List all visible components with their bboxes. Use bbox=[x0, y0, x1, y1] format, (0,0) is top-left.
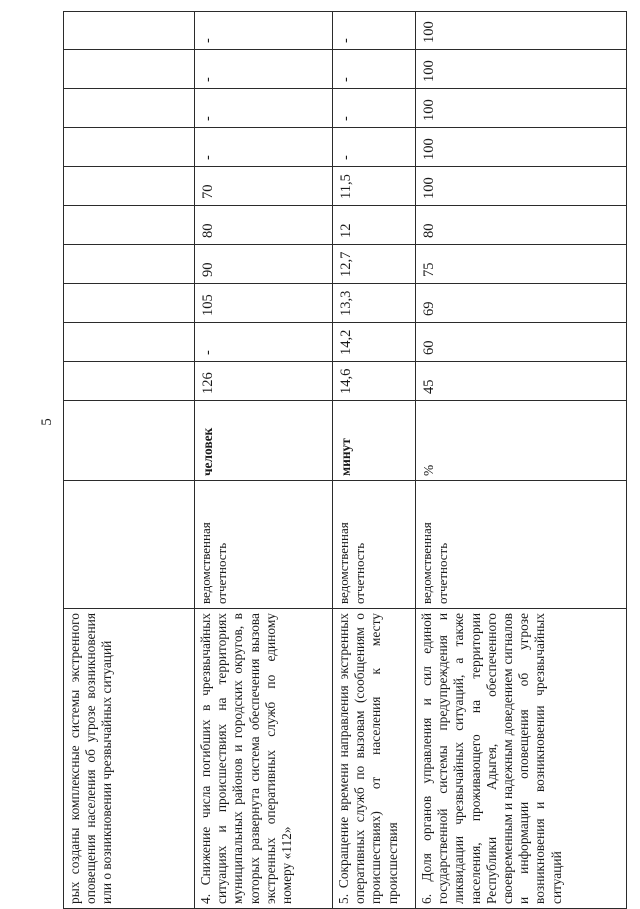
value-cell: 14,6 bbox=[333, 362, 416, 401]
table-row bbox=[333, 12, 416, 909]
value-cell bbox=[64, 89, 195, 128]
value-cell: - bbox=[333, 128, 416, 167]
value-cell bbox=[64, 50, 195, 89]
value-cell: - bbox=[333, 89, 416, 128]
value-cell: 105 bbox=[195, 284, 333, 323]
unit-cell bbox=[64, 401, 195, 481]
unit-cell: % bbox=[416, 401, 627, 481]
value-cell: 75 bbox=[416, 245, 627, 284]
value-cell: 100 bbox=[416, 89, 627, 128]
indicator-cell: 5. Сокращение времени направления экстренных оперативных служб по вызовам (сообщениям о происшествиях) от населения к месту происшествия bbox=[333, 609, 416, 909]
value-cell bbox=[64, 362, 195, 401]
value-cell: 100 bbox=[416, 167, 627, 206]
value-cell bbox=[64, 12, 195, 50]
indicator-cell: 4. Снижение числа погибших в чрезвычайных ситуациях и происшествиях на территориях муниципальных районов и городских округов, в которых развернута система обеспечения вызова экстренных оперативных служб по единому номеру «112» bbox=[195, 609, 333, 909]
value-cell bbox=[64, 323, 195, 362]
value-cell bbox=[64, 284, 195, 323]
table-row bbox=[64, 12, 195, 909]
indicators-table bbox=[63, 11, 627, 909]
indicators-table-container bbox=[63, 12, 626, 909]
value-cell: - bbox=[195, 12, 333, 50]
value-cell: 60 bbox=[416, 323, 627, 362]
value-cell: 45 bbox=[416, 362, 627, 401]
source-cell: ведомственная отчетность bbox=[333, 481, 416, 609]
value-cell: 90 bbox=[195, 245, 333, 284]
value-cell: 69 bbox=[416, 284, 627, 323]
value-cell: 12,7 bbox=[333, 245, 416, 284]
source-cell: ведомственная отчетность bbox=[416, 481, 627, 609]
table-row bbox=[416, 12, 627, 909]
value-cell: 100 bbox=[416, 12, 627, 50]
value-cell: - bbox=[195, 323, 333, 362]
value-cell: - bbox=[195, 89, 333, 128]
indicator-cell: 6. Доля органов управления и сил единой государственной системы предупреждения и ликвидации чрезвычайных ситуаций, а также населения, проживающего на территории Республики Адыгея, обеспеченного своевременным и надежным доведением сигналов и информации оповещения об угрозе возникновения и возникновении чрезвычайных ситуаций bbox=[416, 609, 627, 909]
value-cell: 80 bbox=[416, 206, 627, 245]
page-number: 5 bbox=[39, 418, 55, 426]
value-cell: 13,3 bbox=[333, 284, 416, 323]
source-cell bbox=[64, 481, 195, 609]
value-cell: 14,2 bbox=[333, 323, 416, 362]
rotated-sheet bbox=[63, 12, 626, 909]
value-cell: - bbox=[333, 50, 416, 89]
value-cell: 100 bbox=[416, 50, 627, 89]
unit-cell: человек bbox=[195, 401, 333, 481]
value-cell: 11,5 bbox=[333, 167, 416, 206]
source-cell: ведомственная отчетность bbox=[195, 481, 333, 609]
value-cell: 100 bbox=[416, 128, 627, 167]
unit-cell: минут bbox=[333, 401, 416, 481]
value-cell bbox=[64, 206, 195, 245]
value-cell: 70 bbox=[195, 167, 333, 206]
value-cell: - bbox=[333, 12, 416, 50]
value-cell: 126 bbox=[195, 362, 333, 401]
table-row bbox=[195, 12, 333, 909]
indicator-cell: рых созданы комплексные системы экстренного оповещения населения об угрозе возникновения или о возникновении чрезвычайных ситуаций bbox=[64, 609, 195, 909]
value-cell: - bbox=[195, 50, 333, 89]
value-cell bbox=[64, 245, 195, 284]
value-cell: 80 bbox=[195, 206, 333, 245]
value-cell bbox=[64, 167, 195, 206]
value-cell: - bbox=[195, 128, 333, 167]
value-cell bbox=[64, 128, 195, 167]
value-cell: 12 bbox=[333, 206, 416, 245]
